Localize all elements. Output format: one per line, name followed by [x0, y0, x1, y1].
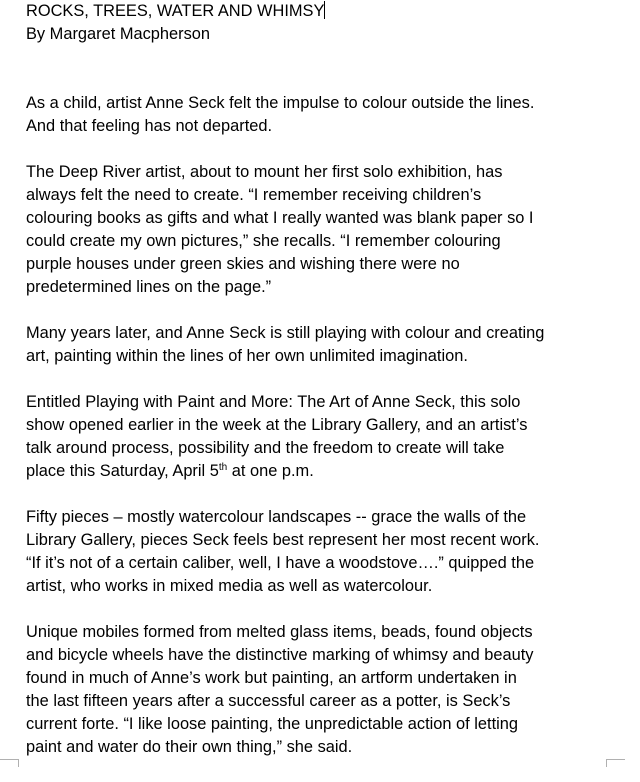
- blank-space: [26, 46, 626, 92]
- paragraph-line: purple houses under green skies and wishing there were no: [26, 255, 460, 273]
- paragraph-line: could create my own pictures,” she recalls. “I remember colouring: [26, 232, 501, 250]
- paragraph-1: [26, 92, 626, 138]
- paragraph-line: “If it’s not of a certain caliber, well, I have a woodstove….” quipped the: [26, 554, 535, 572]
- paragraph-line: paint and water do their own thing,” she said.: [26, 738, 353, 756]
- article-byline: By Margaret Macpherson: [26, 25, 211, 43]
- paragraph-6: [26, 621, 626, 759]
- paragraph-2: [26, 161, 626, 299]
- paragraph-line: talk around process, possibility and the freedom to create will take: [26, 439, 505, 457]
- paragraph-line: colouring books as gifts and what I really wanted was blank paper so I: [26, 209, 534, 227]
- paragraph-line: And that feeling has not departed.: [26, 117, 273, 135]
- paragraph-4: [26, 391, 626, 483]
- paragraph-line: artist, who works in mixed media as well as watercolour.: [26, 577, 433, 595]
- paragraph-line: the last fifteen years after a successful career as a potter, is Seck’s: [26, 692, 511, 710]
- paragraph-line: [26, 460, 626, 483]
- paragraph-line: predetermined lines on the page.”: [26, 278, 272, 296]
- paragraph-line: found in much of Anne’s work but painting, an artform undertaken in: [26, 669, 517, 687]
- time-text: at one p.m.: [227, 462, 314, 480]
- paragraph-3: [26, 322, 626, 368]
- paragraph-line: The Deep River artist, about to mount her first solo exhibition, has: [26, 163, 503, 181]
- date-text: place this Saturday, April 5: [26, 462, 219, 480]
- paragraph-line: Library Gallery, pieces Seck feels best represent her most recent work.: [26, 531, 540, 549]
- document-page[interactable]: [26, 0, 626, 782]
- paragraph-line: art, painting within the lines of her own unlimited imagination.: [26, 347, 468, 365]
- paragraph-line: and bicycle wheels have the distinctive marking of whimsy and beauty: [26, 646, 534, 664]
- paragraph-line: show opened earlier in the week at the Library Gallery, and an artist’s: [26, 416, 528, 434]
- paragraph-line: current forte. “I like loose painting, the unpredictable action of letting: [26, 715, 519, 733]
- article-title-line: [26, 0, 626, 23]
- text-cursor: [324, 1, 325, 19]
- paragraph-line: Many years later, and Anne Seck is still playing with colour and creating: [26, 324, 545, 342]
- paragraph-5: [26, 506, 626, 598]
- paragraph-line: As a child, artist Anne Seck felt the impulse to colour outside the lines.: [26, 94, 535, 112]
- article-title: ROCKS, TREES, WATER AND WHIMSY: [26, 2, 325, 20]
- ordinal-suffix: th: [218, 462, 228, 473]
- paragraph-line: Unique mobiles formed from melted glass items, beads, found objects: [26, 623, 533, 641]
- paragraph-line: Fifty pieces – mostly watercolour landscapes -- grace the walls of the: [26, 508, 527, 526]
- paragraph-line: Entitled Playing with Paint and More: The Art of Anne Seck, this solo: [26, 393, 521, 411]
- paragraph-line: always felt the need to create. “I remember receiving children’s: [26, 186, 482, 204]
